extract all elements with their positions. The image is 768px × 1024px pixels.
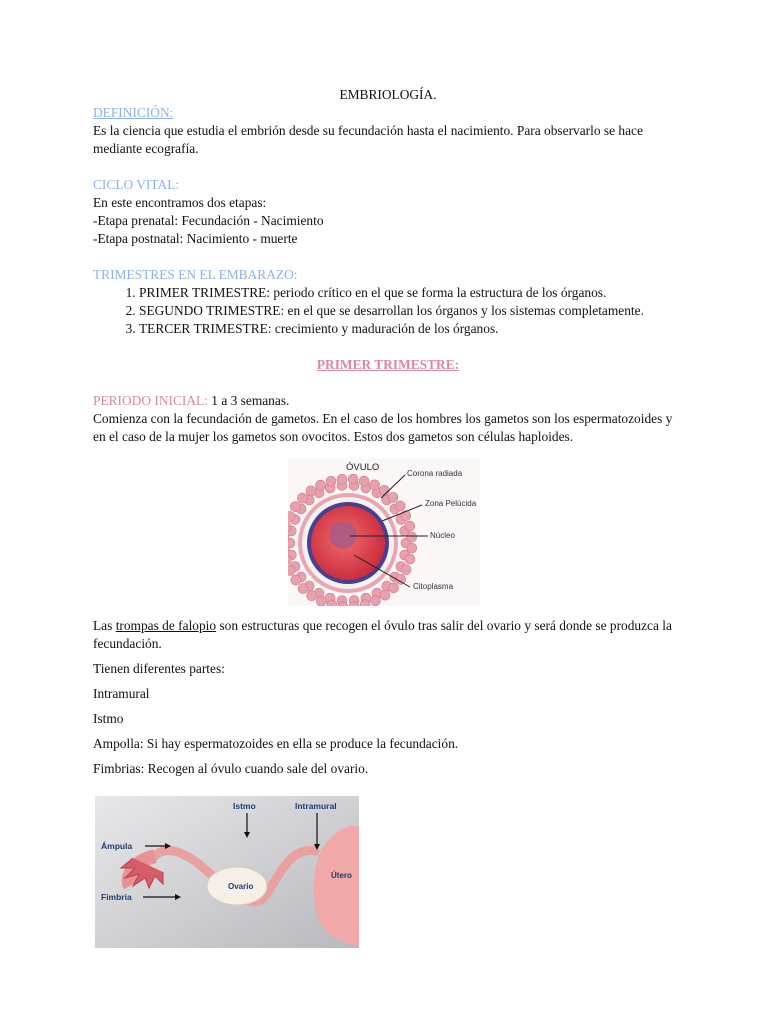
corona-cell — [405, 521, 415, 531]
corona-cell — [298, 584, 308, 594]
trompa-figure — [95, 796, 359, 948]
trompas-pre: Las — [93, 618, 116, 633]
corona-cell — [389, 583, 399, 593]
corona-cell — [337, 474, 347, 484]
corona-cell — [379, 485, 389, 495]
definicion-text: Es la ciencia que estudia el embrión desde su fecundación hasta el nacimiento. Para observarlo se hace mediante ecografía. — [93, 123, 643, 156]
periodo-line — [93, 392, 683, 410]
corona-cell — [316, 480, 326, 490]
corona-cell — [348, 474, 358, 484]
ovulo-figure — [288, 458, 480, 606]
ciclo-line: -Etapa prenatal: Fecundación - Nacimiento — [93, 213, 324, 228]
periodo-text: Comienza con la fecundación de gametos. En el caso de los hombres los gametos son los espermatozoides y en el caso de la mujer los gametos son ovocitos. Estos dos gametos son células haploides. — [93, 411, 673, 444]
document-title: EMBRIOLOGÍA. — [339, 87, 437, 102]
corona-cell — [288, 565, 295, 575]
label-utero: Útero — [331, 871, 352, 880]
ciclo-line: En este encontramos dos etapas: — [93, 195, 267, 210]
periodo-label: PERIODO INICIAL: — [93, 393, 208, 408]
corona-cell — [326, 476, 336, 486]
periodo-value: 1 a 3 semanas. — [207, 393, 290, 408]
trimestres-list — [93, 284, 683, 338]
trompa-illustration — [95, 796, 359, 948]
part-item: Ampolla: Si hay espermatozoides en ella se produce la fecundación. — [93, 736, 459, 751]
corona-cell — [316, 596, 326, 606]
ciclo-line: -Etapa postnatal: Nacimiento - muerte — [93, 231, 298, 246]
part-item: Intramural — [93, 686, 150, 701]
corona-cell — [306, 486, 316, 496]
ovulo-title: ÓVULO — [346, 462, 380, 473]
part-item: Istmo — [93, 711, 124, 726]
trompas-section — [93, 617, 683, 785]
definicion-heading: DEFINICIÓN: — [93, 105, 174, 120]
corona-cell — [370, 596, 380, 606]
corona-cell — [307, 591, 317, 601]
corona-cell — [290, 502, 300, 512]
list-item: 2. SEGUNDO TRIMESTRE: en el que se desarrollan los órganos y los sistemas completamente. — [139, 302, 683, 320]
corona-cell — [395, 501, 405, 511]
label-istmo: Istmo — [233, 801, 256, 811]
corona-cell — [370, 480, 380, 490]
parts-intro: Tienen diferentes partes: — [93, 661, 225, 676]
corona-cell — [407, 543, 417, 553]
corona-cell — [401, 565, 411, 575]
corona-cell — [297, 493, 307, 503]
ciclo-heading: CICLO VITAL: — [93, 177, 180, 192]
trompas-post: son estructuras que recogen el óvulo tras salir del ovario y será donde se produzca la fecundación. — [93, 618, 672, 651]
corona-cell — [407, 532, 417, 542]
document-page — [93, 86, 683, 446]
part-item: Fimbrias: Recogen al óvulo cuando sale del ovario. — [93, 761, 369, 776]
corona-cell — [405, 554, 415, 564]
ovulo-illustration — [288, 458, 480, 606]
corona-cell — [401, 511, 411, 521]
corona-cell — [380, 590, 390, 600]
trompas-link: trompas de falopio — [115, 618, 217, 633]
trimestres-heading: TRIMESTRES EN EL EMBARAZO: — [93, 267, 298, 282]
label-corona: Corona radiada — [407, 469, 463, 478]
list-item: 3. TERCER TRIMESTRE: crecimiento y maduración de los órganos. — [139, 320, 683, 338]
label-citoplasma: Citoplasma — [413, 582, 454, 591]
list-item: 1. PRIMER TRIMESTRE: periodo crítico en el que se forma la estructura de los órganos. — [139, 284, 683, 302]
label-nucleo: Núcleo — [430, 531, 455, 540]
label-ampula: Ámpula — [101, 841, 133, 851]
label-zona: Zona Pelúcida — [425, 499, 477, 508]
primer-trimestre-heading: PRIMER TRIMESTRE: — [316, 357, 460, 372]
corona-cell — [291, 575, 301, 585]
corona-cell — [359, 476, 369, 486]
corona-cell — [288, 511, 295, 521]
corona-cell — [388, 492, 398, 502]
label-ovario: Ovario — [228, 882, 254, 891]
label-fimbria: Fimbria — [101, 892, 132, 902]
label-intramural: Intramural — [295, 801, 337, 811]
trompas-text — [93, 617, 683, 653]
